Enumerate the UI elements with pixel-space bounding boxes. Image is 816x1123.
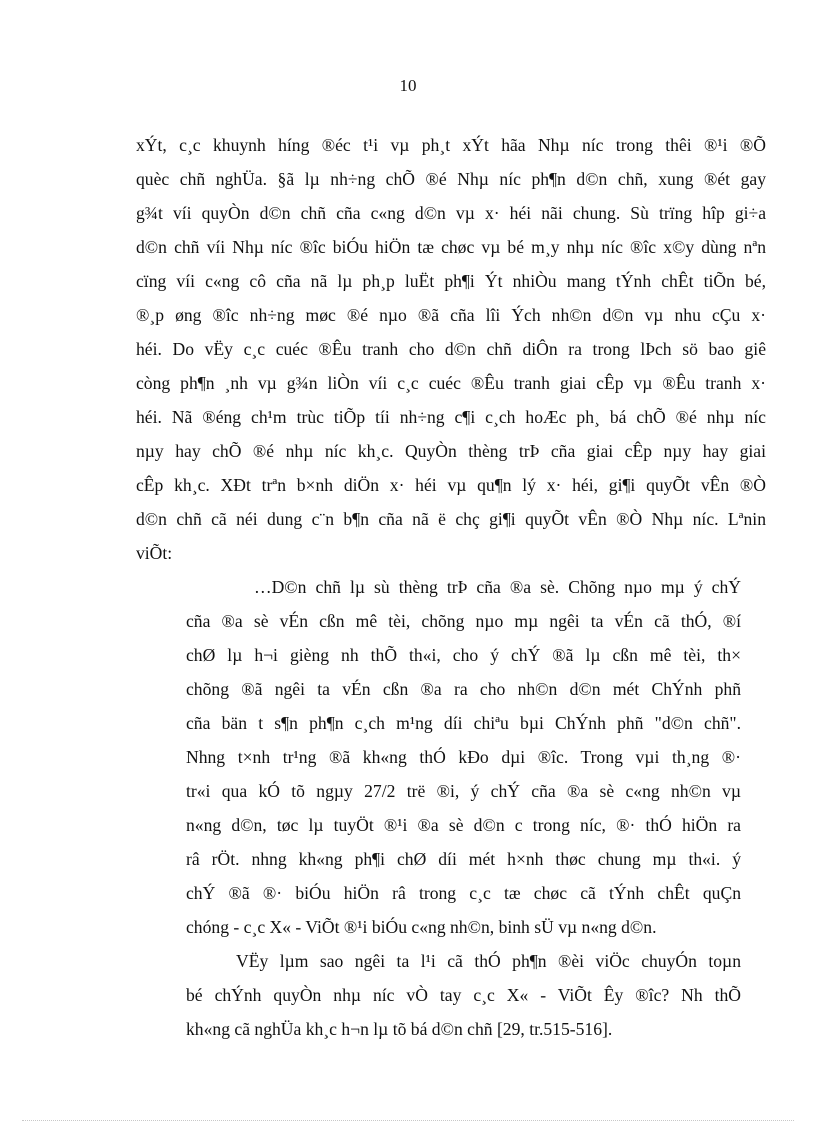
paragraph-line: bé chÝnh quyÒn nhµ níc vÒ tay c¸c X« - ViÕt Êy ®îc? Nh thÕ	[186, 985, 741, 1005]
paragraph-line: cÊp kh¸c. XÐt trªn b×nh diÖn x· héi vµ qu¶n lý x· héi, gi¶i quyÕt vÊn ®Ò	[136, 475, 766, 495]
paragraph-line: ®¸p øng ®îc nh÷ng møc ®é nµo ®ã cña lîi Ých nh©n d©n vµ nhu cÇu x·	[136, 305, 766, 325]
quote-line: cña bän t s¶n ph¶n c¸ch m¹ng díi chiªu bµi ChÝnh phñ "d©n chñ".	[186, 713, 741, 733]
paragraph-line: còng ph¶n ¸nh vµ g¾n liÒn víi c¸c cuéc ®Êu tranh giai cÊp vµ ®Êu tranh x·	[136, 373, 766, 393]
quote-line: chØ lµ h¬i gièng nh thÕ th«i, cho ý chÝ ®ã lµ cßn mê tèi, th×	[186, 645, 741, 665]
paragraph-line: viÕt:	[136, 543, 173, 563]
quote-line: chÝ ®ã ®· biÓu hiÖn râ trong c¸c tæ chøc cã tÝnh chÊt quÇn	[186, 883, 741, 903]
paragraph-line: d©n chñ cã néi dung c¨n b¶n cña nã ë chç gi¶i quyÕt vÊn ®Ò Nhµ níc. Lªnin	[136, 509, 766, 529]
paragraph-line: VËy lµm sao ngêi ta l¹i cã thÓ ph¶n ®èi viÖc chuyÓn toµn	[236, 951, 741, 971]
paragraph-line: quèc chñ nghÜa. §ã lµ nh÷ng chÕ ®é Nhµ níc ph¶n d©n chñ, xung ®ét gay	[136, 169, 766, 189]
paragraph-line: xÝt, c¸c khuynh híng ®éc t¹i vµ ph¸t xÝt hãa Nhµ níc trong thêi ®¹i ®Õ	[136, 135, 766, 155]
footer-divider	[22, 1120, 794, 1121]
quote-line: tr«i qua kÓ tõ ngµy 27/2 trë ®i, ý chÝ cña ®a sè c«ng nh©n vµ	[186, 781, 741, 801]
paragraph-line: kh«ng cã nghÜa kh¸c h¬n lµ tõ bá d©n chñ [29, tr.515-516].	[186, 1019, 613, 1039]
quote-line: cña ®a sè vÉn cßn mê tèi, chõng nµo mµ ngêi ta vÉn cã thÓ, ®í	[186, 611, 741, 631]
paragraph-line: héi. Do vËy c¸c cuéc ®Êu tranh cho d©n chñ diÔn ra trong lÞch sö bao giê	[136, 339, 766, 359]
paragraph-line: héi. Nã ®éng ch¹m trùc tiÕp tíi nh÷ng c¶i c¸ch hoÆc ph¸ bá chÕ ®é nhµ níc	[136, 407, 766, 427]
page-number: 10	[399, 76, 417, 95]
quote-line: …D©n chñ lµ sù thèng trÞ cña ®a sè. Chõng nµo mµ ý chÝ	[254, 577, 741, 597]
quote-line: chõng ®ã ngêi ta vÉn cßn ®a ra cho nh©n d©n mét ChÝnh phñ	[186, 679, 741, 699]
quote-line: Nhng t×nh tr¹ng ®ã kh«ng thÓ kÐo dµi ®îc. Trong vµi th¸ng ®·	[186, 747, 741, 767]
quote-line: chóng - c¸c X« - ViÕt ®¹i biÓu c«ng nh©n, binh sÜ vµ n«ng d©n.	[186, 917, 657, 937]
paragraph-line: nµy hay chÕ ®é nhµ níc kh¸c. QuyÒn thèng trÞ cña giai cÊp nµy hay giai	[136, 441, 766, 461]
quote-line: râ rÖt. nhng kh«ng ph¶i chØ díi mét h×nh thøc chung mµ th«i. ý	[186, 849, 741, 869]
paragraph-line: g¾t víi quyÒn d©n chñ cña c«ng d©n vµ x· héi nãi chung. Sù trïng hîp gi÷a	[136, 203, 766, 223]
quote-line: n«ng d©n, tøc lµ tuyÖt ®¹i ®a sè d©n c trong níc, ®· thÓ hiÖn ra	[186, 815, 741, 835]
paragraph-line: cïng víi c«ng cô cña nã lµ ph¸p luËt ph¶i Ýt nhiÒu mang tÝnh chÊt tiÕn bé,	[136, 271, 766, 291]
paragraph-line: d©n chñ víi Nhµ níc ®îc biÓu hiÖn tæ chøc vµ bé m¸y nhµ níc ®îc x©y dùng nªn	[136, 237, 766, 257]
